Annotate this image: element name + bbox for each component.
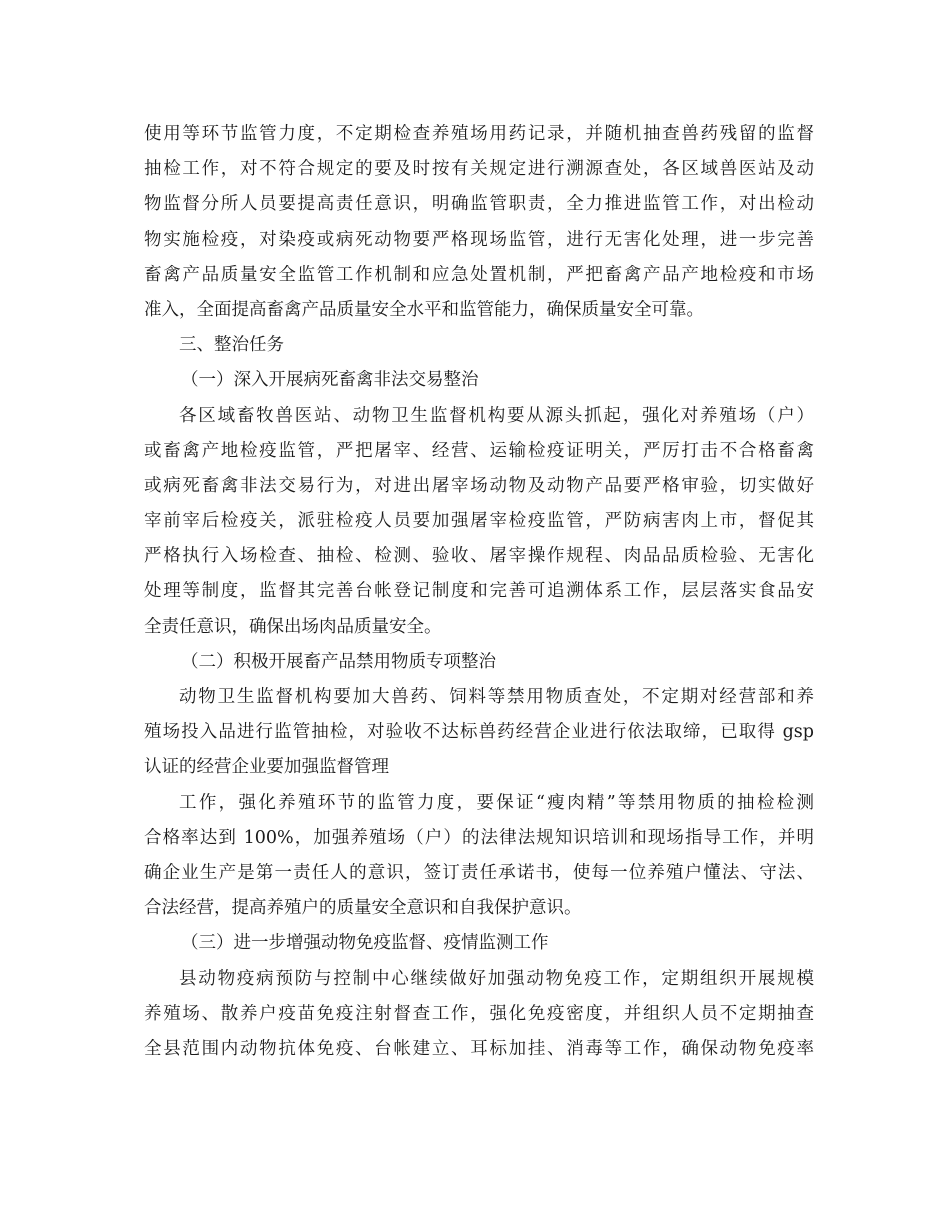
text-line: 物实施检疫，对染疫或病死动物要严格现场监管，进行无害化处理，进一步完善 bbox=[144, 229, 814, 250]
text-line: 殖场投入品进行监管抽检，对验收不达标兽药经营企业进行依法取缔，已取得 gsp bbox=[144, 722, 814, 743]
subsection-heading: （三）进一步增强动物免疫监督、疫情监测工作 bbox=[181, 933, 549, 954]
text-line: 合法经营，提高养殖户的质量安全意识和自我保护意识。 bbox=[144, 898, 582, 919]
text-line: 准入，全面提高畜禽产品质量安全水平和监管能力，确保质量安全可靠。 bbox=[144, 299, 704, 320]
text-line: 合格率达到 100%，加强养殖场（户）的法律法规知识培训和现场指导工作，并明 bbox=[144, 827, 814, 848]
text-line: 宰前宰后检疫关，派驻检疫人员要加强屠宰检疫监管，严防病害肉上市，督促其 bbox=[144, 511, 814, 532]
text-line: 使用等环节监管力度，不定期检查养殖场用药记录，并随机抽查兽药残留的监督 bbox=[144, 124, 814, 144]
document-body bbox=[144, 117, 814, 1067]
text-line: 畜禽产品质量安全监管工作机制和应急处置机制，严把畜禽产品产地检疫和市场 bbox=[144, 264, 814, 285]
subsection-heading: （一）深入开展病死畜禽非法交易整治 bbox=[181, 370, 479, 391]
text-line: 县动物疫病预防与控制中心继续做好加强动物免疫工作，定期组织开展规模 bbox=[179, 968, 814, 989]
text-line: 或畜禽产地检疫监管，严把屠宰、经营、运输检疫证明关，严厉打击不合格畜禽 bbox=[144, 440, 814, 461]
text-line: 全责任意识，确保出场肉品质量安全。 bbox=[144, 616, 442, 637]
text-line: 确企业生产是第一责任人的意识，签订责任承诺书，使每一位养殖户懂法、守法、 bbox=[144, 862, 814, 883]
text-line: 各区域畜牧兽医站、动物卫生监督机构要从源头抓起，强化对养殖场（户） bbox=[179, 405, 814, 426]
subsection-heading: （二）积极开展畜产品禁用物质专项整治 bbox=[181, 651, 496, 672]
section-heading: 三、整治任务 bbox=[179, 335, 284, 356]
text-line: 严格执行入场检查、抽检、检测、验收、屠宰操作规程、肉品品质检验、无害化 bbox=[144, 546, 814, 567]
text-line: 动物卫生监督机构要加大兽药、饲料等禁用物质查处，不定期对经营部和养 bbox=[179, 687, 814, 707]
text-line: 抽检工作，对不符合规定的要及时按有关规定进行溯源查处，各区域兽医站及动 bbox=[144, 159, 814, 180]
text-line: 认证的经营企业要加强监督管理 bbox=[144, 757, 389, 778]
text-line: 或病死畜禽非法交易行为，对进出屠宰场动物及动物产品要严格审验，切实做好 bbox=[144, 475, 814, 496]
text-line: 处理等制度，监督其完善台帐登记制度和完善可追溯体系工作，层层落实食品安 bbox=[144, 581, 814, 602]
text-line: 全县范围内动物抗体免疫、台帐建立、耳标加挂、消毒等工作，确保动物免疫率 bbox=[144, 1038, 814, 1059]
text-line: 工作，强化养殖环节的监管力度，要保证“瘦肉精”等禁用物质的抽检检测 bbox=[179, 792, 814, 813]
text-line: 物监督分所人员要提高责任意识，明确监管职责，全力推进监管工作，对出检动 bbox=[144, 194, 814, 215]
text-line: 养殖场、散养户疫苗免疫注射督查工作，强化免疫密度，并组织人员不定期抽查 bbox=[144, 1003, 814, 1024]
